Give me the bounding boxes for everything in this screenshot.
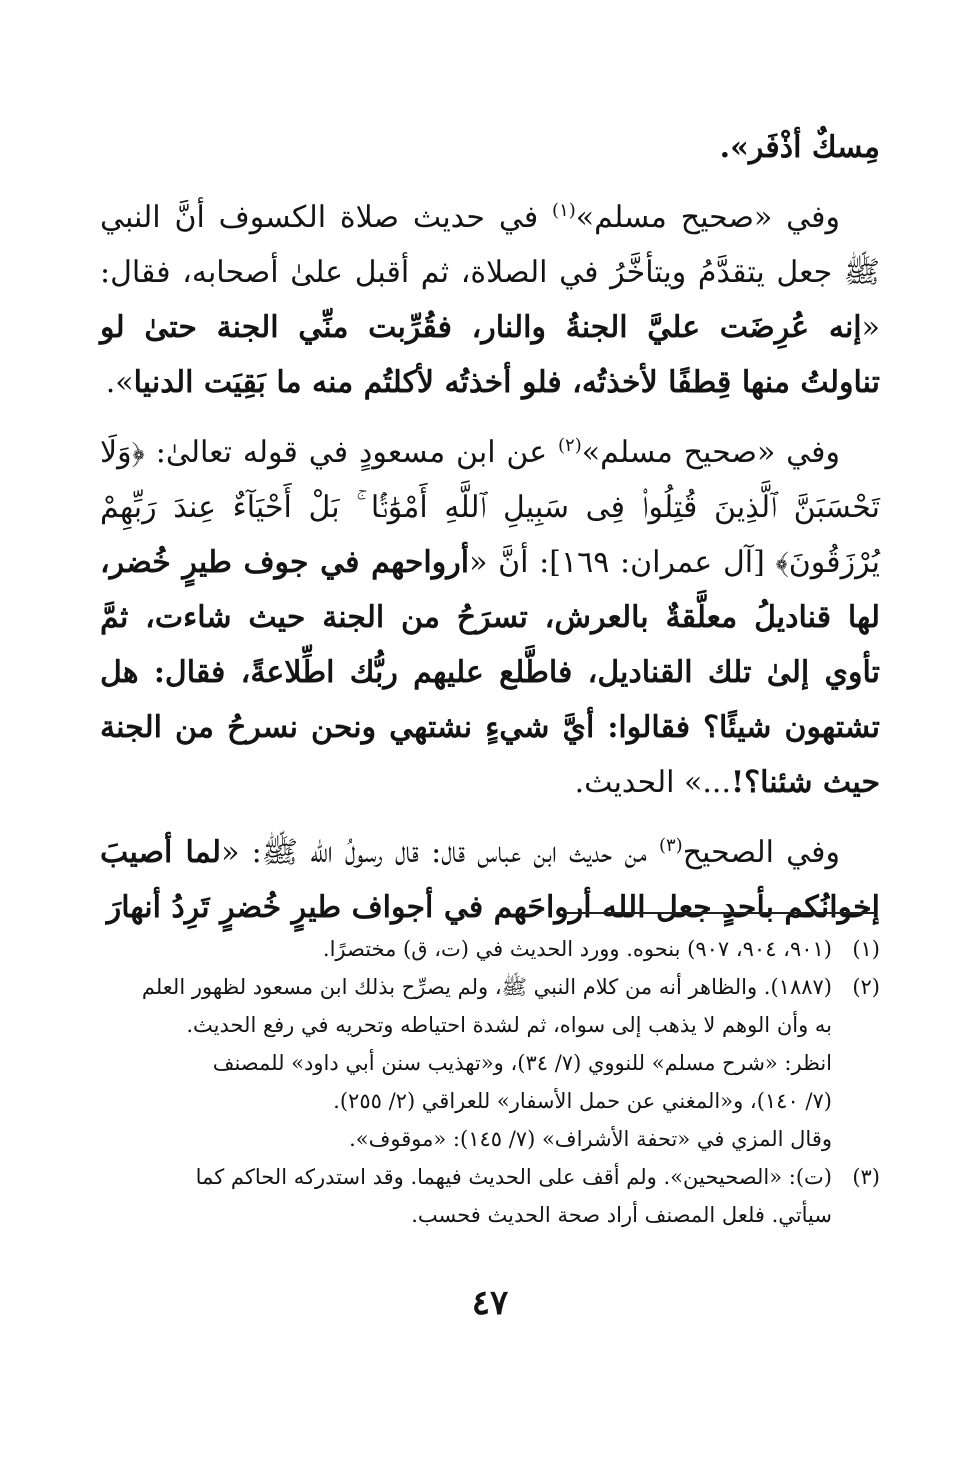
footnote-line: سيأتي. فلعل المصنف أراد صحة الحديث فحسب. xyxy=(411,1203,832,1227)
footnote-line: انظر: «شرح مسلم» للنووي (٧/ ٣٤)، و«تهذيب سنن أبي داود» للمصنف xyxy=(212,1051,832,1075)
paragraph-text: وفي «صحيح مسلم» xyxy=(575,200,841,235)
page-number: ٤٧ xyxy=(471,1283,509,1323)
footnote-number: (٢) xyxy=(852,975,880,999)
footnotes xyxy=(100,930,880,1234)
paragraph-text: ». xyxy=(105,365,134,400)
footnote-line: (٧/ ١٤٠)، و«المغني عن حمل الأسفار» للعراقي (٢/ ٢٥٥). xyxy=(333,1089,832,1113)
footnote-2 xyxy=(100,968,880,1158)
paragraph-text: في حديث صلاة الكسوف أنَّ النبي ﷺ جعل يتقدَّمُ ويتأخَّرُ في الصلاة، ثم أقبل علىٰ أصحابه، فقال: « xyxy=(100,200,880,345)
hadith-text: لما أصيبَ إخوانُكم بأحدٍ جعل الله أرواحَهم في أجواف طيرٍ خُضرٍ تَرِدُ أنهارَ xyxy=(100,835,880,925)
hadith-text: مِسكٌ أذْفَر». xyxy=(719,130,880,165)
paragraph-text: ...» الحديث. xyxy=(574,765,732,800)
footnote-divider xyxy=(565,912,875,914)
paragraph-2 xyxy=(100,190,880,410)
footnote-1 xyxy=(100,930,880,968)
hadith-text: أرواحهم في جوف طيرٍ خُضر، لها قناديلُ معلَّقةٌ بالعرش، تسرَحُ من الجنة حيث شاءت، ثمَّ تأوي إلىٰ تلك القناديل، فاطَّلع عليهم ربُّك اطِّلاعةً، فقال: هل تشتهون شيئًا؟ فقالوا: أيَّ شيءٍ نشتهي ونحن نسرحُ من الجنة حيث شئنا؟! xyxy=(100,545,880,800)
footnote-ref: (٢) xyxy=(558,435,582,456)
paragraph-text: وفي الصحيح xyxy=(682,835,841,870)
footnote-line: (٩٠١، ٩٠٤، ٩٠٧) بنحوه. وورد الحديث في (ت، ق) مختصرًا. xyxy=(322,937,832,961)
paragraph-3 xyxy=(100,425,880,810)
paragraph-1 xyxy=(100,120,880,175)
main-text xyxy=(100,120,880,935)
paragraph-text: من حديث ابن عباس قال: قال رسولُ الله ﷺ: « xyxy=(221,835,659,870)
footnote-3 xyxy=(100,1158,880,1234)
paragraph-text: وفي «صحيح مسلم» xyxy=(581,435,840,470)
footnote-line: (١٨٨٧). والظاهر أنه من كلام النبي ﷺ، ولم يصرِّح بذلك ابن مسعود لظهور العلم xyxy=(141,975,832,999)
footnote-line: به وأن الوهم لا يذهب إلى سواه، ثم لشدة احتياطه وتحريه في رفع الحديث. xyxy=(186,1013,832,1037)
footnote-number: (٣) xyxy=(852,1165,880,1189)
footnote-ref: (١) xyxy=(552,200,576,221)
footnote-line: (ت): «الصحيحين». ولم أقف على الحديث فيهما. وقد استدركه الحاكم كما xyxy=(195,1165,832,1189)
footnote-line: وقال المزي في «تحفة الأشراف» (٧/ ١٤٥): «موقوف». xyxy=(349,1127,832,1151)
paragraph-4 xyxy=(100,825,880,935)
hadith-text: إنه عُرِضَت عليَّ الجنةُ والنار، فقُرِّبت منِّي الجنة حتىٰ لو تناولتُ منها قِطفًا لأخذتُه، فلو أخذتُه لأكلتُم منه ما بَقِيَت الدنيا xyxy=(100,310,880,400)
footnote-number: (١) xyxy=(852,937,880,961)
paragraph-text: عن ابن مسعودٍ في قوله تعالىٰ: ﴿وَلَا تَحْسَبَنَّ ٱلَّذِينَ قُتِلُوا۟ فِى سَبِيلِ ٱللَّهِ أَمْوَٰتًۢا ۚ بَلْ أَحْيَآءٌ عِندَ رَبِّهِمْ يُرْزَقُونَ﴾ [آل عمران: ١٦٩]: أنَّ « xyxy=(100,435,881,580)
footnote-ref: (٣) xyxy=(658,835,683,856)
